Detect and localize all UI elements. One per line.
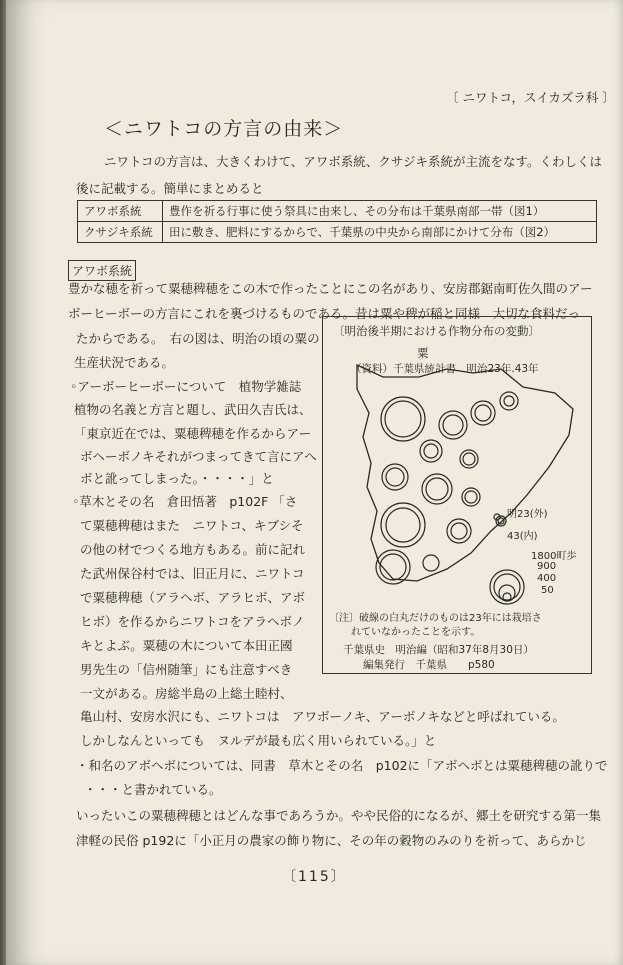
body-line: 生産状況である。 — [74, 355, 175, 370]
figure-note: れていなかったことを示す。 — [351, 627, 481, 638]
body-line: 一文がある。房総半島の上総土睦村、 — [80, 686, 293, 701]
body-line: 「東京近在では、粟穂稗穂を作るからアー — [74, 426, 312, 441]
table-key: アワボ系統 — [78, 201, 163, 222]
body-line: ◦アーボーヒーボーについて 植物学雑誌 — [70, 379, 302, 394]
table-row — [78, 222, 597, 243]
figure-citation: 編集発行 千葉県 p580 — [363, 659, 495, 671]
body-line: た武州保谷村では、旧正月に、ニワトコ — [80, 566, 305, 581]
body-line: 男先生の「信州随筆」にも注意すべき — [80, 662, 293, 677]
body-line: で粟穂稗穂（アラヘボ、アラヒボ、アボ — [80, 590, 306, 605]
body-line: ・・・と書かれている。 — [84, 782, 222, 797]
body-line: たからである。 右の図は、明治の頃の粟の — [76, 331, 320, 346]
figure-title: 〔明治後半期における作物分布の変動〕 — [333, 324, 540, 338]
crop-circles — [376, 392, 518, 584]
body-line: いったいこの粟穂稗穂とはどんな事であろうか。やや民俗的になるが、郷土を研究する第一集 — [76, 808, 602, 823]
table-value: 田に敷き、肥料にするからで、千葉県の中央から南部にかけて分布（図2） — [163, 222, 597, 243]
body-line: ボと訛ってしまった。・・・・」と — [80, 471, 274, 486]
body-line: 豊かな穂を祈って粟穂稗穂をこの木で作ったことにこの名があり、安房郡鋸南町佐久間のアー — [68, 281, 593, 296]
legend-value: 900 — [537, 561, 557, 572]
body-line: ◦草木とその名 倉田悟著 p102F 「さ — [72, 494, 298, 509]
table-value: 豊作を祈る行事に使う祭具に由来し、その分布は千葉県南部一帯（図1） — [163, 201, 597, 222]
body-line: 亀山村、安房水沢にも、ニワトコは アワボーノキ、アーボノキなどと呼ばれている。 — [80, 709, 565, 724]
body-line: ボーヒーボーの方言にこれを裏づけるものである。昔は粟や稗が稲と同様 大切な食料だっ — [68, 306, 581, 321]
body-line: 津軽の民俗 p192に「小正月の農家の飾り物に、その年の穀物のみのりを祈って、あらかじ — [76, 833, 587, 848]
summary-table — [77, 200, 597, 243]
legend-value: 50 — [541, 585, 554, 596]
body-line: ・和名のアボヘボについては、同書 草木とその名 p102に「アボヘボとは粟穂稗穂の訛りで — [76, 758, 608, 773]
body-line: キとよぶ。粟穂の木について本田正國 — [80, 638, 293, 653]
legend-year: 43(内) — [507, 531, 538, 542]
table-row — [78, 201, 597, 222]
figure-note: 〔注〕破線の白丸だけのものは23年には栽培さ — [329, 613, 542, 624]
body-line: の他の材でつくる地方もある。前に記れ — [80, 542, 306, 557]
body-line: ヒボ）を作るからニワトコをアラヘボノ — [80, 614, 305, 629]
body-line: しかしなんといっても ヌルデが最も広く用いられている。」と — [80, 733, 437, 748]
legend-value: 1800町歩 — [531, 551, 577, 562]
legend-year: 明23(外) — [507, 509, 548, 520]
map-figure — [322, 316, 592, 674]
page-title: ＜ニワトコの方言の由来＞ — [104, 118, 344, 140]
body-line: て粟穂稗穂はまた ニワトコ、キブシそ — [80, 518, 304, 533]
figure-crop: 粟 — [417, 346, 429, 360]
figure-source: （資料）千葉県統計書 明治23年.43年 — [351, 363, 539, 375]
legend-value: 400 — [537, 573, 557, 584]
category-label: 〔 ニワトコ，スイカズラ科 〕 — [446, 90, 615, 105]
intro-line: 後に記載する。簡単にまとめると — [76, 181, 264, 196]
table-key: クサジキ系統 — [78, 222, 163, 243]
document-page — [6, 0, 623, 965]
page-number: 〔115〕 — [282, 869, 347, 885]
figure-citation: 千葉県史 明治編（昭和37年8月30日） — [343, 644, 534, 656]
intro-line: ニワトコの方言は、大きくわけて、アワボ系統、クサジキ系統が主流をなす。くわしくは — [104, 154, 603, 169]
body-line: ボヘーボノキそれがつまってきて言にアへ — [80, 449, 317, 464]
body-line: 植物の名義と方言と題し、武田久吉氏は、 — [74, 402, 312, 417]
section-label: アワボ系統 — [68, 260, 136, 281]
